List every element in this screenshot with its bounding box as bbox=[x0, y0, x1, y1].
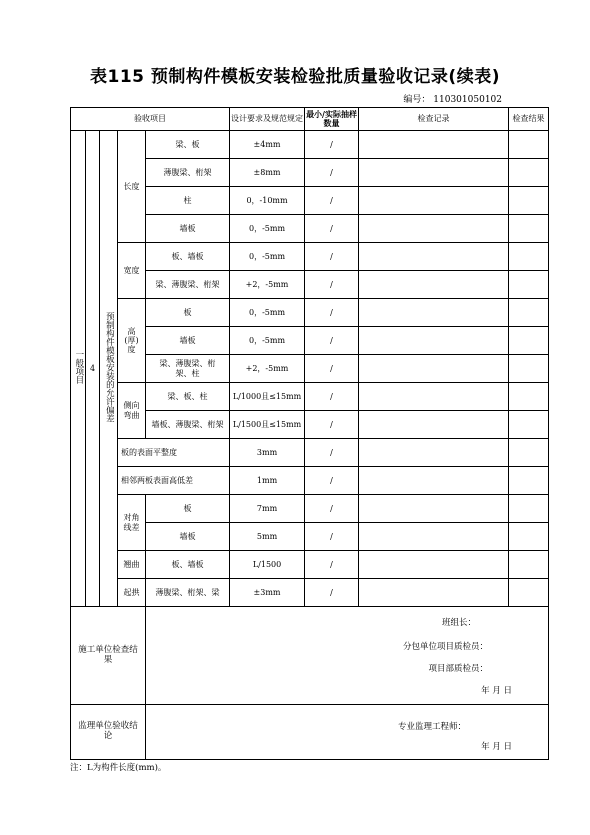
sub-item: 板 bbox=[146, 495, 230, 523]
sub-item: 板、墙板 bbox=[146, 243, 230, 271]
group-warp: 翘曲 bbox=[118, 551, 146, 579]
sub-item: 薄腹梁、桁架、梁 bbox=[146, 579, 230, 607]
sample-value: / bbox=[305, 355, 359, 383]
result-cell[interactable] bbox=[509, 551, 549, 579]
sub-item: 墙板、薄腹梁、桁架 bbox=[146, 411, 230, 439]
record-cell[interactable] bbox=[359, 327, 509, 355]
record-cell[interactable] bbox=[359, 383, 509, 411]
result-cell[interactable] bbox=[509, 355, 549, 383]
header-row bbox=[71, 108, 549, 131]
table-row bbox=[71, 439, 549, 467]
group-height: 高(厚)度 bbox=[118, 299, 146, 383]
record-cell[interactable] bbox=[359, 215, 509, 243]
design-value: L/1000且≤15mm bbox=[230, 383, 305, 411]
header-record: 检查记录 bbox=[359, 108, 509, 131]
result-cell[interactable] bbox=[509, 243, 549, 271]
sample-value: / bbox=[305, 243, 359, 271]
sample-value: / bbox=[305, 327, 359, 355]
table-row bbox=[71, 467, 549, 495]
page-title: 表115 预制构件模板安装检验批质量验收记录(续表) bbox=[90, 67, 500, 87]
group-bend: 侧向弯曲 bbox=[118, 383, 146, 439]
group-general: 一般项目 bbox=[71, 131, 86, 607]
footnote: 注：L为构件长度(mm)。 bbox=[70, 763, 167, 773]
sub-inspector-label: 分包单位项目质检员： bbox=[403, 642, 489, 652]
header-result: 检查结果 bbox=[509, 108, 549, 131]
record-cell[interactable] bbox=[359, 187, 509, 215]
design-value: 0，-5mm bbox=[230, 243, 305, 271]
sub-item: 板 bbox=[146, 299, 230, 327]
table-row bbox=[71, 551, 549, 579]
sub-item: 薄腹梁、桁架 bbox=[146, 159, 230, 187]
design-value: 5mm bbox=[230, 523, 305, 551]
sub-item: 梁、薄腹梁、桁架、柱 bbox=[146, 355, 230, 383]
design-value: 1mm bbox=[230, 467, 305, 495]
category-tolerance: 预制构件模板安装的允许偏差 bbox=[100, 131, 118, 607]
result-cell[interactable] bbox=[509, 215, 549, 243]
sub-item: 墙板 bbox=[146, 327, 230, 355]
design-value: ±3mm bbox=[230, 579, 305, 607]
design-value: +2，-5mm bbox=[230, 355, 305, 383]
result-cell[interactable] bbox=[509, 495, 549, 523]
header-item: 验收项目 bbox=[71, 108, 230, 131]
group-length: 长度 bbox=[118, 131, 146, 243]
record-cell[interactable] bbox=[359, 159, 509, 187]
form-code bbox=[403, 92, 502, 105]
code-value: 110301050102 bbox=[433, 95, 502, 105]
result-cell[interactable] bbox=[509, 523, 549, 551]
construction-row bbox=[71, 607, 549, 705]
supervision-date: 年 月 日 bbox=[481, 742, 513, 752]
sample-value: / bbox=[305, 299, 359, 327]
sample-value: / bbox=[305, 551, 359, 579]
header-sample: 最小/实际抽样数量 bbox=[305, 108, 359, 131]
record-cell[interactable] bbox=[359, 467, 509, 495]
table-row bbox=[71, 299, 549, 327]
result-cell[interactable] bbox=[509, 327, 549, 355]
design-value: 0，-5mm bbox=[230, 215, 305, 243]
design-value: L/1500且≤15mm bbox=[230, 411, 305, 439]
result-cell[interactable] bbox=[509, 383, 549, 411]
result-cell[interactable] bbox=[509, 299, 549, 327]
sub-item: 柱 bbox=[146, 187, 230, 215]
record-cell[interactable] bbox=[359, 355, 509, 383]
result-cell[interactable] bbox=[509, 131, 549, 159]
construction-label: 施工单位检查结果 bbox=[71, 607, 146, 705]
design-value: 0，-10mm bbox=[230, 187, 305, 215]
supervision-signature-box[interactable] bbox=[146, 705, 549, 760]
result-cell[interactable] bbox=[509, 579, 549, 607]
table-row bbox=[71, 495, 549, 523]
record-cell[interactable] bbox=[359, 495, 509, 523]
group-arch: 起拱 bbox=[118, 579, 146, 607]
group-flatness: 板的表面平整度 bbox=[118, 439, 230, 467]
record-cell[interactable] bbox=[359, 271, 509, 299]
sample-value: / bbox=[305, 215, 359, 243]
design-value: 0，-5mm bbox=[230, 327, 305, 355]
result-cell[interactable] bbox=[509, 439, 549, 467]
proj-inspector-label: 项目部质检员： bbox=[428, 664, 489, 674]
construction-date: 年 月 日 bbox=[481, 686, 513, 696]
team-leader-label: 班组长： bbox=[442, 618, 477, 628]
result-cell[interactable] bbox=[509, 159, 549, 187]
record-cell[interactable] bbox=[359, 551, 509, 579]
supervision-row bbox=[71, 705, 549, 760]
sample-value: / bbox=[305, 439, 359, 467]
table-row bbox=[71, 243, 549, 271]
header-design: 设计要求及规范规定 bbox=[230, 108, 305, 131]
sample-value: / bbox=[305, 579, 359, 607]
sample-value: / bbox=[305, 523, 359, 551]
table-row bbox=[71, 131, 549, 159]
sample-value: / bbox=[305, 131, 359, 159]
inspection-table bbox=[70, 107, 549, 760]
sample-value: / bbox=[305, 271, 359, 299]
sample-value: / bbox=[305, 495, 359, 523]
group-adjacent: 相邻两板表面高低差 bbox=[118, 467, 230, 495]
design-value: ±4mm bbox=[230, 131, 305, 159]
result-cell[interactable] bbox=[509, 187, 549, 215]
record-cell[interactable] bbox=[359, 243, 509, 271]
sub-item: 板、墙板 bbox=[146, 551, 230, 579]
group-width: 宽度 bbox=[118, 243, 146, 299]
design-value: 3mm bbox=[230, 439, 305, 467]
result-cell[interactable] bbox=[509, 271, 549, 299]
sub-item: 墙板 bbox=[146, 523, 230, 551]
result-cell[interactable] bbox=[509, 467, 549, 495]
engineer-label: 专业监理工程师： bbox=[398, 722, 467, 732]
design-value: 0，-5mm bbox=[230, 299, 305, 327]
record-cell[interactable] bbox=[359, 523, 509, 551]
table-row bbox=[71, 579, 549, 607]
design-value: +2，-5mm bbox=[230, 271, 305, 299]
design-value: ±8mm bbox=[230, 159, 305, 187]
code-label: 编号： bbox=[403, 95, 431, 105]
record-cell[interactable] bbox=[359, 579, 509, 607]
item-number: 4 bbox=[86, 131, 100, 607]
sample-value: / bbox=[305, 187, 359, 215]
sub-item: 墙板 bbox=[146, 215, 230, 243]
sample-value: / bbox=[305, 159, 359, 187]
result-cell[interactable] bbox=[509, 411, 549, 439]
supervision-label: 监理单位验收结论 bbox=[71, 705, 146, 760]
record-cell[interactable] bbox=[359, 299, 509, 327]
sample-value: / bbox=[305, 467, 359, 495]
table-row bbox=[71, 383, 549, 411]
group-diagonal: 对角线差 bbox=[118, 495, 146, 551]
sample-value: / bbox=[305, 411, 359, 439]
record-cell[interactable] bbox=[359, 439, 509, 467]
record-cell[interactable] bbox=[359, 131, 509, 159]
design-value: L/1500 bbox=[230, 551, 305, 579]
sub-item: 梁、板 bbox=[146, 131, 230, 159]
record-cell[interactable] bbox=[359, 411, 509, 439]
construction-signature-box[interactable] bbox=[146, 607, 549, 705]
sub-item: 梁、板、柱 bbox=[146, 383, 230, 411]
design-value: 7mm bbox=[230, 495, 305, 523]
sample-value: / bbox=[305, 383, 359, 411]
sub-item: 梁、薄腹梁、桁架 bbox=[146, 271, 230, 299]
